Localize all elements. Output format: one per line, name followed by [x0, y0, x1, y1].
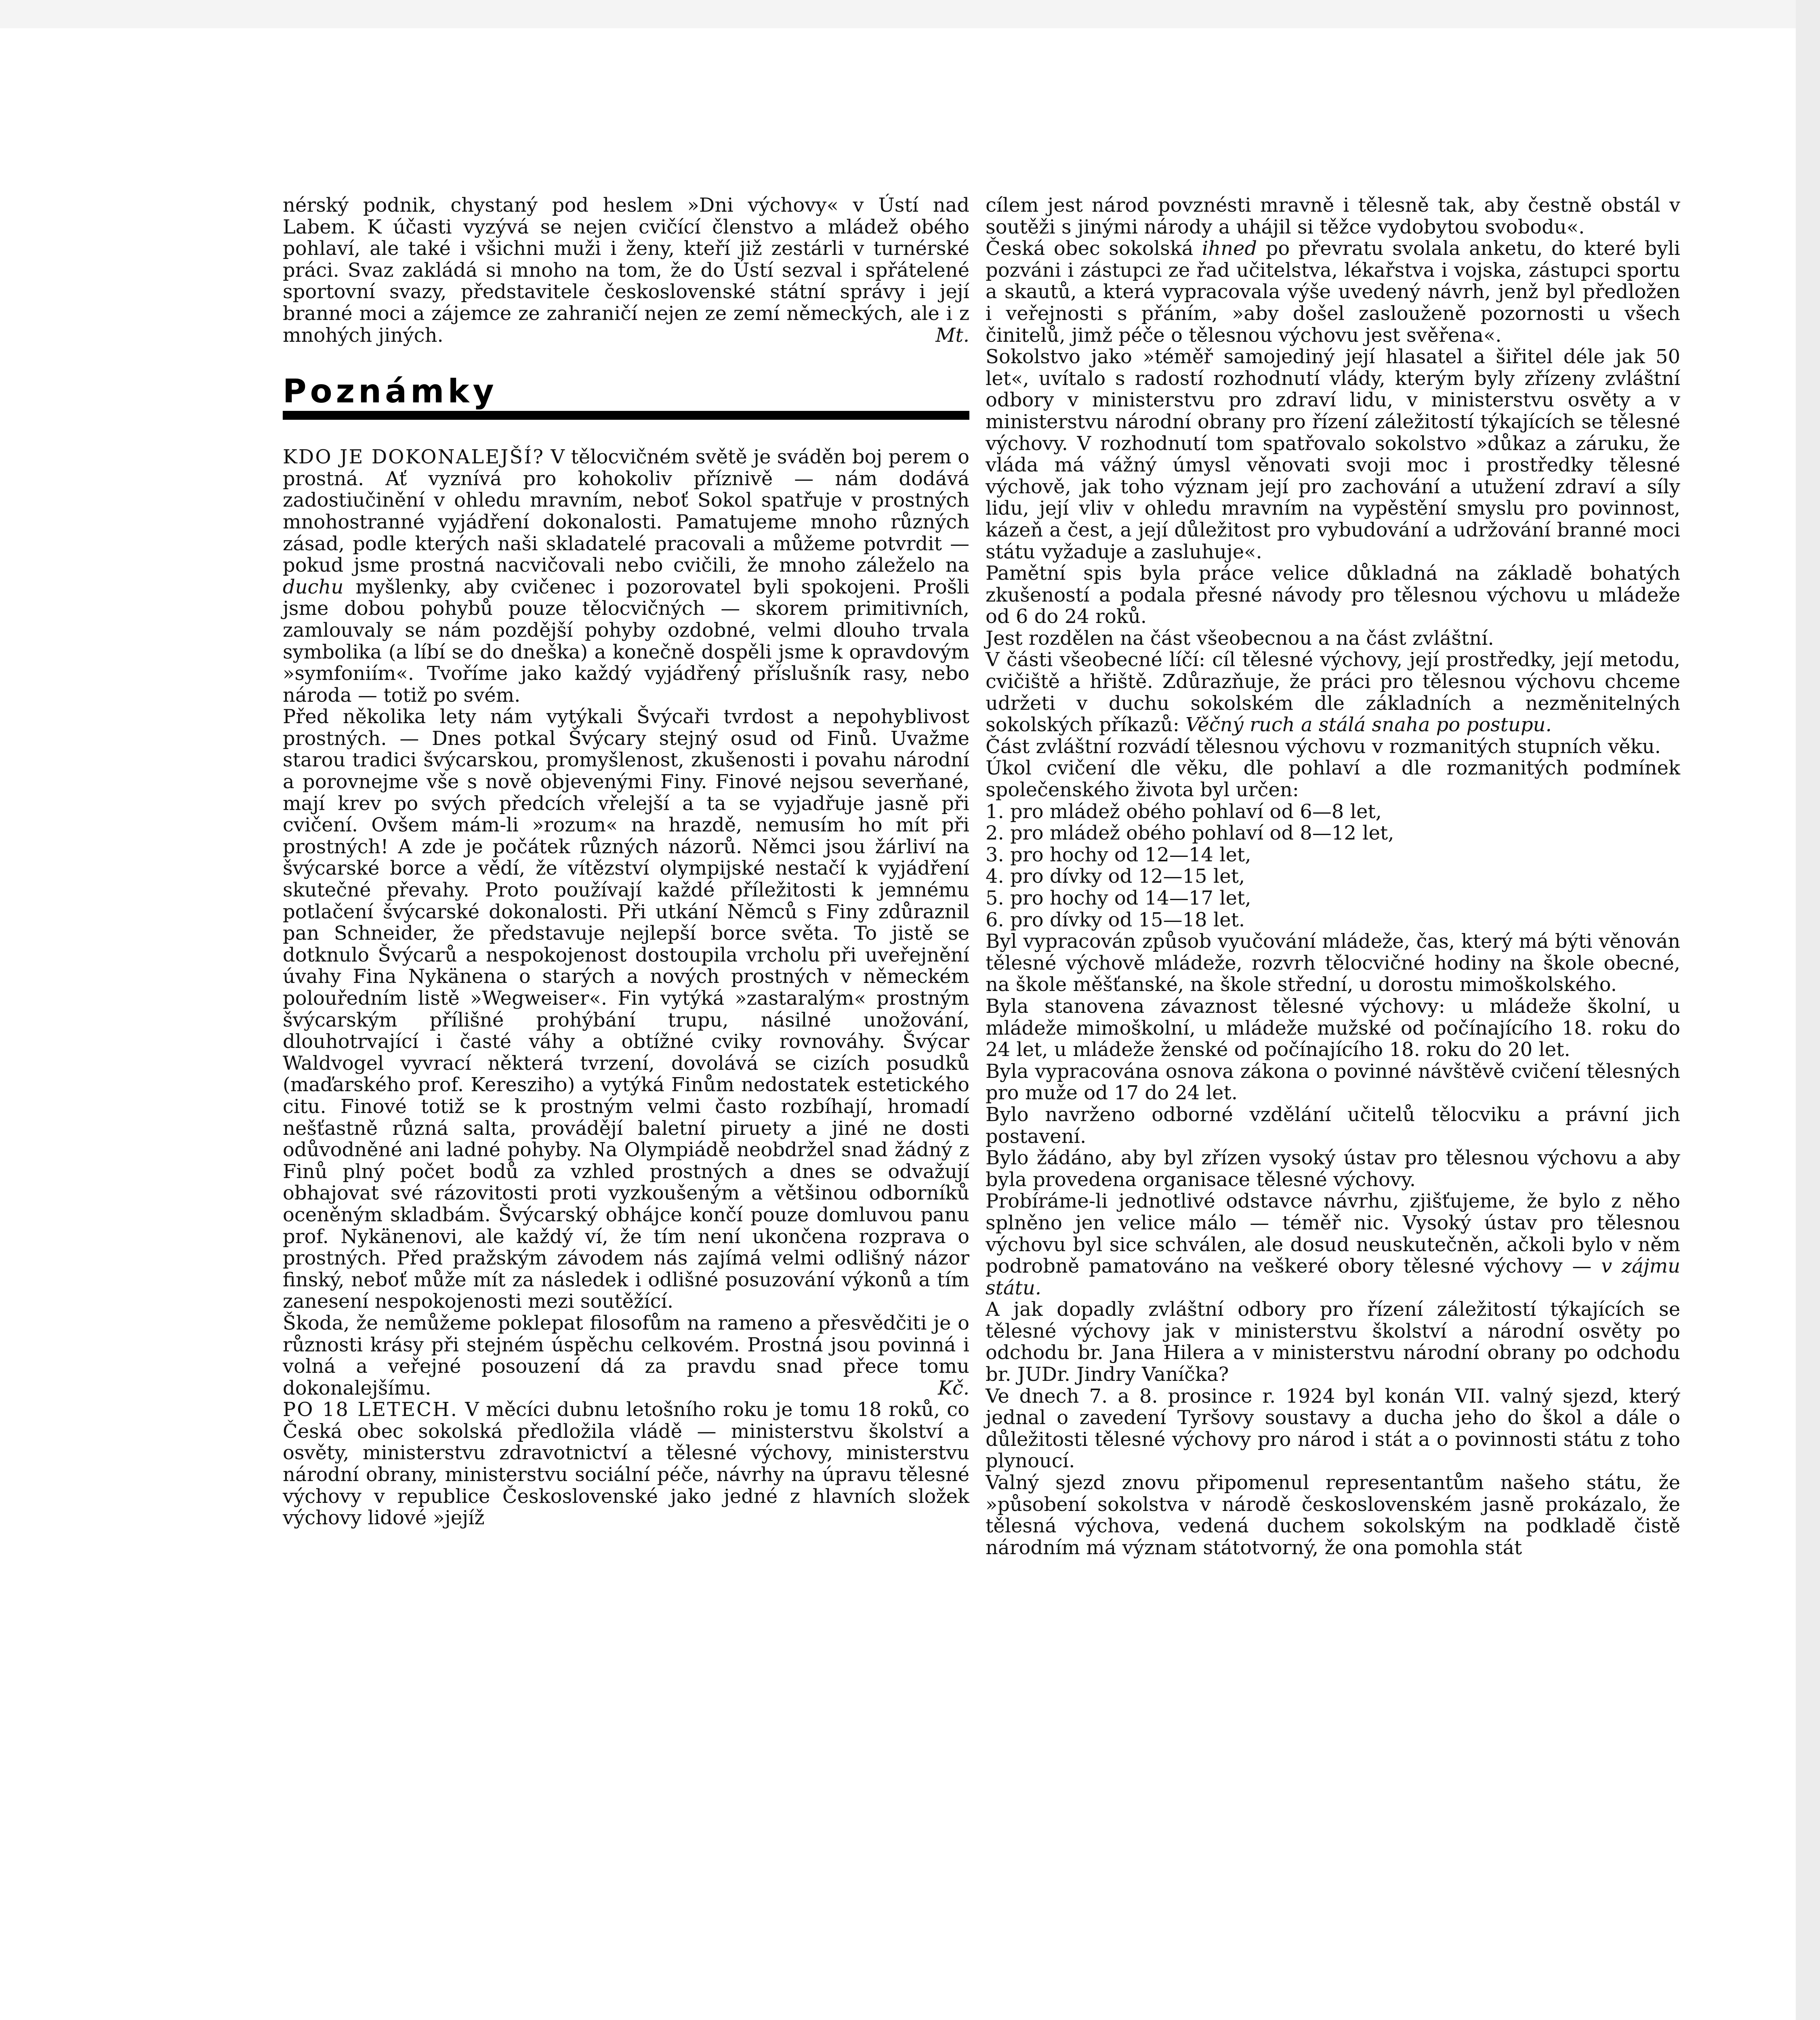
intro-signature: Mt. — [935, 324, 969, 347]
right-paragraph-8: Úkol cvičení dle věku, dle pohlaví a dle rozmanitých podmínek společenského života byl určen: — [986, 757, 1680, 802]
right-paragraph-11: Byla vypracována osnova zákona o povinné návštěvě cvičení tělesných pro muže od 17 do 24 let. — [986, 1060, 1680, 1105]
right-paragraph-14: Probíráme-li jednotlivé odstavce návrhu, zjišťujeme, že bylo z něho splněno jen velice málo — téměř nic. Vysoký ústav pro tělesnou výchovu byl sice schválen, ale dosud neuskutečněn, ačkoli bylo v něm podrobně pamatováno na veškeré obory tělesné výchovy — v zájmu státu. — [986, 1190, 1681, 1299]
list-item: 4. pro dívky od 12—15 let, — [986, 865, 1245, 888]
right-paragraph-17: Valný sjezd znovu připomenul representantům našeho státu, že »působení sokolstva v národě československém jasně prokázalo, že tělesná výchova, vedená duchem sokolským na podkladě čistě národním má význam státotvorný, že ona pomohla stát — [986, 1471, 1680, 1559]
article-1-paragraph-2: Před několika lety nám vytýkali Švýcaři tvrdost a nepohyblivost prostných. — Dnes potkal Švýcary stejný osud od Finů. Uvažme starou tradici švýcarskou, promyšlenost, zkušenosti i povahu národní a porovnejme vše s nově objevenými Finy. Finové nejsou severňané, mají krev po svých předcích vřelejší a ta se vyjadřuje jasně při cvičení. Ovšem mám-li »rozum« na hrazdě, nemusím ho mít při prostných! A zde je počátek různých názorů. Němci jsou žárliví na švýcarské borce a vědí, že vítězství olympijské nestačí k vyjádření skutečné převahy. Proto používají každé příležitosti k jemnému potlačení švýcarské dokonalosti. Při utkání Němců s Finy zdůraznil pan Schneider, že představuje nejlepší borce světa. To jistě se dotknulo Švýcarů a nespokojenost dostoupila vrcholu při uveřejnění úvahy Fina Nykänena o starých a nových prostných v německém polouředním listě »Wegweiser«. Fin vytýká »zastaralým« prostným švýcarským přílišné prohýbání trupu, násilné unožování, dlouhotrvající i časté váhy a obtížné cviky rovnováhy. Švýcar Waldvogel vyvrací některá tvrzení, dovolává se cizích posudků (maďarského prof. Keresziho) a vytýká Finům nedostatek estetického citu. Finové totiž se k prostným velmi často rozbíhají, hromadí nešťastně různá salta, provádějí baletní piruety a jiné ne dosti odůvodněné ani ladné pohyby. Na Olympiádě neobdržel snad žádný z Finů plný počet bodů za vzhled prostných a dnes se odvažují obhajovat své rázovitosti proti vyzkoušeným a většinou odborníků oceněným skladbám. Švýcarský obhájce končí pouze domluvou panu prof. Nykänenovi, ale každý ví, že tím není ukončena rozprava o prostných. Před pražským závodem nás zajímá velmi odlišný názor finský, neboť může mít za následek i odlišné posuzování výkonů a tím zanesení nespokojenosti mezi soutěžící. — [283, 705, 969, 1313]
left-column — [283, 195, 969, 1529]
section-heading-text: Poznámky — [283, 372, 498, 410]
article-2-lead: PO 18 LETECH. — [283, 1398, 458, 1421]
article-1-signature: Kč. — [938, 1376, 969, 1399]
right-paragraph-12: Bylo navrženo odborné vzdělání učitelů tělocviku a právní jich postavení. — [986, 1103, 1680, 1148]
right-paragraph-1: cílem jest národ povznésti mravně i tělesně tak, aby čestně obstál v soutěži s jinými národy a uhájil si těžce vydobytou svobodu«. — [986, 194, 1680, 238]
right-paragraph-5: Jest rozdělen na část všeobecnou a na část zvláštní. — [986, 627, 1494, 650]
list-item: 3. pro hochy od 12—14 let, — [986, 843, 1251, 866]
list-item: 1. pro mládež obého pohlaví od 6—8 let, — [986, 800, 1382, 823]
right-paragraph-16: Ve dnech 7. a 8. prosince r. 1924 byl konán VII. valný sjezd, který jednal o zavedení Tyršovy soustavy a ducha jeho do škol a dále o důležitosti tělesné výchovy pro národ i stát a o povinnosti státu z toho plynoucí. — [986, 1385, 1680, 1473]
right-paragraph-9: Byl vypracován způsob vyučování mládeže, čas, který má býti věnován tělesné výchově mládeže, rozvrh tělocvičné hodiny na škole obecné, na škole měšťanské, na škole střední, u dorostu mimoškolského. — [986, 930, 1680, 996]
scan-top-edge — [0, 0, 1820, 28]
article-1-paragraph-3: Škoda, že nemůžeme poklepat filosofům na rameno a přesvědčiti je o různosti krásy při stejném úspěchu celkovém. Prostná jsou povinná i volná a veřejné posouzení dá za pravdu snad přece tomu dokonalejšímu. Kč. — [283, 1311, 969, 1399]
age-group-list — [986, 801, 1680, 931]
list-item: 2. pro mládež obého pohlaví od 8—12 let, — [986, 822, 1394, 845]
article-1-lead: KDO JE DOKONALEJŠÍ? — [283, 446, 544, 469]
right-paragraph-6: V části všeobecné líčí: cíl tělesné výchovy, její prostředky, její metodu, cvičiště a hřiště. Zdůrazňuje, že práci pro tělesnou výchovu chceme udržeti v duchu sokolském dle základních a nezměnitelných sokolských příkazů: Věčný ruch a stálá snaha po postupu. — [986, 648, 1680, 736]
right-paragraph-3: Sokolstvo jako »téměř samojediný její hlasatel a šiřitel déle jak 50 let«, uvítalo s radostí rozhodnutí vlády, kterým byly zřízeny zvláštní odbory v ministerstvu pro zdraví lidu, v ministerstvu osvěty a v ministerstvu národní obrany pro řízení záležitostí týkajících se tělesné výchovy. V rozhodnutí tom spatřovalo sokolstvo »důkaz a záruku, že vláda má vážný úmysl věnovati svoji moc i prostředky tělesné výchově, jak toho význam její pro zachování a utužení zdraví a síly lidu, její vliv v ohledu mravním na vypěstění smyslu pro povinnost, kázeň a čest, a její důležitost pro vybudování a udržování branné moci státu vyžaduje a zasluhuje«. — [986, 345, 1680, 563]
right-paragraph-2: Česká obec sokolská ihned po převratu svolala anketu, do které byli pozváni i zástupci ze řad učitelstva, lékařstva i vojska, zástupci sportu a skautů, a která vypracovala výše uvedený návrh, jenž byl předložen i veřejnosti s přáním, »aby došel zaslouženě pozornosti u všech činitelů, jimž péče o tělesnou výchovu jest svěřena«. — [986, 237, 1681, 347]
right-paragraph-13: Bylo žádáno, aby byl zřízen vysoký ústav pro tělesnou výchovu a aby byla provedena organisace tělesné výchovy. — [986, 1147, 1680, 1191]
right-column — [986, 195, 1680, 1559]
right-paragraph-4: Pamětní spis byla práce velice důkladná na základě bohatých zkušeností a podala přesné návody pro tělesnou výchovu u mládeže od 6 do 24 roků. — [986, 562, 1680, 628]
right-paragraph-15: A jak dopadly zvláštní odbory pro řízení záležitostí týkajících se tělesné výchovy jak v ministerstvu školství a národní osvěty po odchodu br. Jana Hilera a v ministerstvu národní obrany po odchodu br. JUDr. Jindry Vaníčka? — [986, 1298, 1680, 1386]
heading-rule — [283, 411, 969, 420]
list-item: 6. pro dívky od 15—18 let. — [986, 908, 1245, 931]
article-2-paragraph-1: PO 18 LETECH. V měcíci dubnu letošního roku je tomu 18 roků, co Česká obec sokolská předložila vládě — ministerstvu školství a osvěty, ministerstvu zdravotnictví a tělesné výchovy, ministerstvu národní obrany, ministerstvu sociální péče, návrhy na úpravu tělesné výchovy v republice Československé jako jedné z hlavních složek výchovy lidové »jejíž — [283, 1398, 970, 1530]
article-1-paragraph-1: KDO JE DOKONALEJŠÍ? V tělocvičném světě je sváděn boj perem o prostná. Ať vyznívá pro kohokoliv příznivě — nám dodává zadostiučinění v ohledu mravním, neboť Sokol spatřuje v prostných mnohostranné vyjádření dokonalosti. Pamatujeme mnoho různých zásad, podle kterých naši skladatelé pracovali a můžeme potvrdit — pokud jsme prostná nacvičovali nebo cvičili, že mnoho záleželo na duchu myšlenky, aby cvičenec i pozorovatel byli spokojeni. Prošli jsme dobou pohybů pouze tělocvičných — skorem primitivních, zamlouvaly se nám pozdější pohyby ozdobné, velmi dlouho trvala symbolika (a líbí se do dneška) a konečně dospěli jsme k opravdovým »symfoniím«. Tvoříme jako každý vyjádřený příslušník rasy, nebo národa — totiž po svém. — [283, 446, 969, 707]
right-paragraph-7: Část zvláštní rozvádí tělesnou výchovu v rozmanitých stupních věku. — [986, 735, 1661, 758]
right-paragraph-10: Byla stanovena závaznost tělesné výchovy: u mládeže školní, u mládeže mimoškolní, u mládeže mužské od počínajícího 18. roku do 24 let, u mládeže ženské od počínajícího 18. roku do 20 let. — [986, 995, 1680, 1061]
list-item: 5. pro hochy od 14—17 let, — [986, 887, 1251, 909]
scan-right-edge — [1796, 0, 1820, 2020]
section-heading — [283, 372, 969, 420]
intro-paragraph: nérský podnik, chystaný pod heslem »Dni výchovy« v Ústí nad Labem. K účasti vyzývá se nejen cvičící členstvo a mládež obého pohlaví, ale také i všichni muži i ženy, kteří již zestárli v turnérské práci. Svaz zakládá si mnoho na tom, že do Ústí sezval i spřátelené sportovní svazy, představitele československé státní správy i její branné moci a zájemce ze zahraničí nejen ze zemí německých, ale i z mnohých jiných. Mt. — [283, 194, 969, 347]
